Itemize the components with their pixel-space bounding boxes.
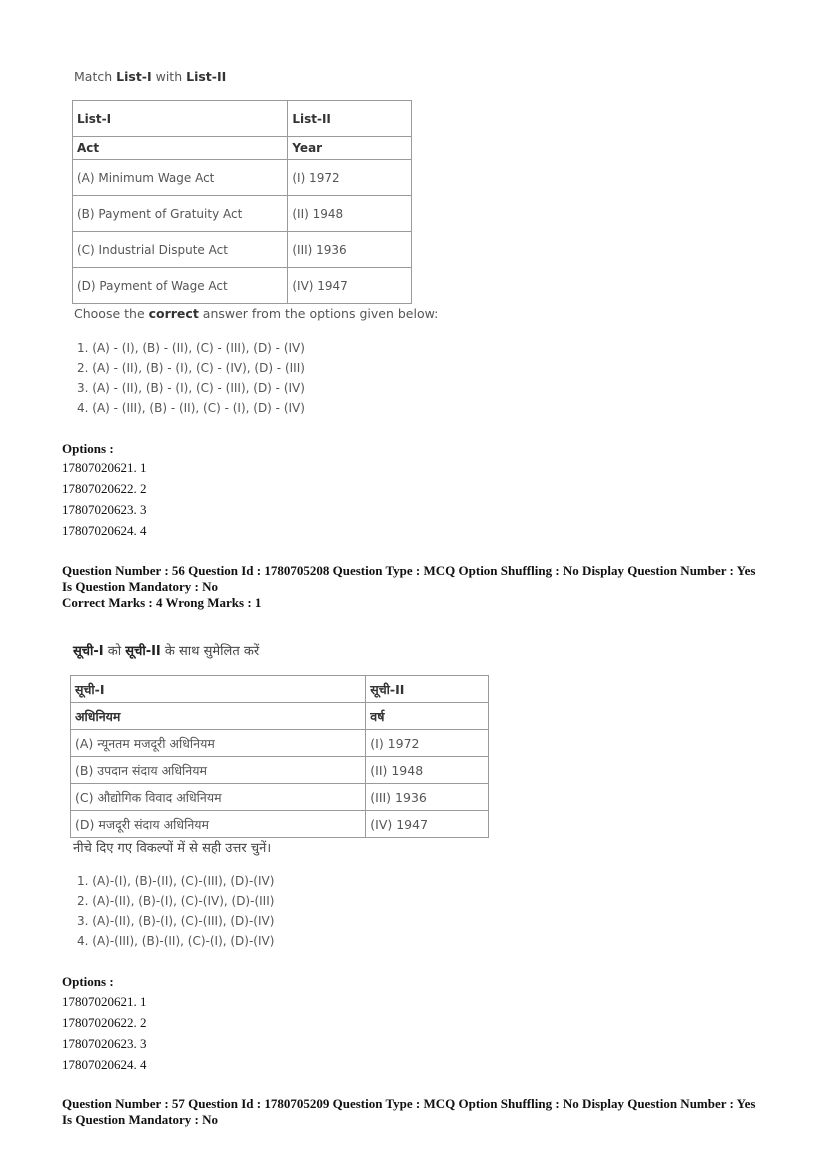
table-header-cell: सूची-II [366,676,489,703]
table-row [71,811,489,838]
table-cell: (C) औद्योगिक विवाद अधिनियम [71,784,366,811]
intro-list2: सूची-II [125,644,161,659]
meta-line: Is Question Mandatory : No [62,1112,219,1127]
option-id: 17807020622. 2 [62,481,147,496]
table-header-cell: वर्ष [366,703,489,730]
option-id: 17807020621. 1 [62,994,147,1009]
choice-item: 4. (A)-(III), (B)-(II), (C)-(I), (D)-(IV) [77,934,275,948]
option-id: 17807020623. 3 [62,1036,147,1051]
table-cell: (C) Industrial Dispute Act [73,232,288,268]
table-cell: (IV) 1947 [288,268,412,304]
choice-item: 4. (A) - (III), (B) - (II), (C) - (I), (D) - (IV) [77,401,305,415]
intro-list1: List-I [116,69,152,84]
table-row [73,196,412,232]
table-header-cell: List-II [288,101,412,137]
question-intro-hindi [73,641,259,659]
table-cell: (D) मजदूरी संदाय अधिनियम [71,811,366,838]
option-id-list [62,991,147,1075]
table-header-row [73,101,412,137]
choice-list [77,338,305,418]
meta-line: Is Question Mandatory : No [62,579,219,594]
table-cell: (II) 1948 [288,196,412,232]
table-cell: (III) 1936 [288,232,412,268]
table-header-cell: अधिनियम [71,703,366,730]
intro-text: को [103,644,126,659]
intro-text: with [151,69,187,84]
table-cell: (D) Payment of Wage Act [73,268,288,304]
table-row [73,232,412,268]
table-cell: (B) उपदान संदाय अधिनियम [71,757,366,784]
intro-text: Match [74,69,117,84]
choice-item: 1. (A)-(I), (B)-(II), (C)-(III), (D)-(IV) [77,874,275,888]
table-cell: (A) Minimum Wage Act [73,160,288,196]
option-id: 17807020622. 2 [62,1015,147,1030]
question-meta [62,563,802,611]
intro-text: के साथ सुमेलित करें [160,644,260,659]
table-header-cell: List-I [73,101,288,137]
option-id: 17807020624. 4 [62,523,147,538]
table-cell: (A) न्यूनतम मजदूरी अधिनियम [71,730,366,757]
meta-line: Question Number : 57 Question Id : 1780705209 Question Type : MCQ Option Shuffling : No Display Question Number : Yes [62,1096,756,1111]
table-row [71,784,489,811]
match-table-hindi [70,675,489,838]
choice-item: 2. (A)-(II), (B)-(I), (C)-(IV), (D)-(III) [77,894,275,908]
option-id-list [62,457,147,541]
choice-item: 3. (A)-(II), (B)-(I), (C)-(III), (D)-(IV) [77,914,275,928]
table-cell: (IV) 1947 [366,811,489,838]
table-cell: (I) 1972 [366,730,489,757]
table-header-cell: सूची-I [71,676,366,703]
intro-list2: List-II [186,69,227,84]
option-id: 17807020624. 4 [62,1057,147,1072]
choose-text: Choose the [74,306,149,321]
options-label: Options : [62,974,114,989]
table-header-cell: Year [288,137,412,160]
meta-line: Question Number : 56 Question Id : 1780705208 Question Type : MCQ Option Shuffling : No Display Question Number : Yes [62,563,756,578]
option-id: 17807020623. 3 [62,502,147,517]
options-label: Options : [62,441,114,456]
question-meta [62,1096,802,1128]
table-row [71,730,489,757]
option-id: 17807020621. 1 [62,460,147,475]
choose-instruction-hindi: नीचे दिए गए विकल्पों में से सही उत्तर चुनें। [73,841,272,856]
match-table [72,100,412,304]
table-row [71,757,489,784]
table-cell: (I) 1972 [288,160,412,196]
choose-instruction [74,306,438,321]
meta-line: Correct Marks : 4 Wrong Marks : 1 [62,595,262,610]
choice-list-hindi [77,871,274,951]
choose-text: answer from the options given below: [198,306,439,321]
intro-list1: सूची-I [73,644,104,659]
table-header-cell: Act [73,137,288,160]
table-cell: (B) Payment of Gratuity Act [73,196,288,232]
choice-item: 2. (A) - (II), (B) - (I), (C) - (IV), (D) - (III) [77,361,305,375]
choice-item: 1. (A) - (I), (B) - (II), (C) - (III), (D) - (IV) [77,341,305,355]
table-subheader-row [71,703,489,730]
table-cell: (III) 1936 [366,784,489,811]
table-subheader-row [73,137,412,160]
table-row [73,268,412,304]
table-row [73,160,412,196]
choice-item: 3. (A) - (II), (B) - (I), (C) - (III), (D) - (IV) [77,381,305,395]
table-header-row [71,676,489,703]
choose-bold: correct [148,306,199,321]
question-intro [74,69,226,84]
table-cell: (II) 1948 [366,757,489,784]
